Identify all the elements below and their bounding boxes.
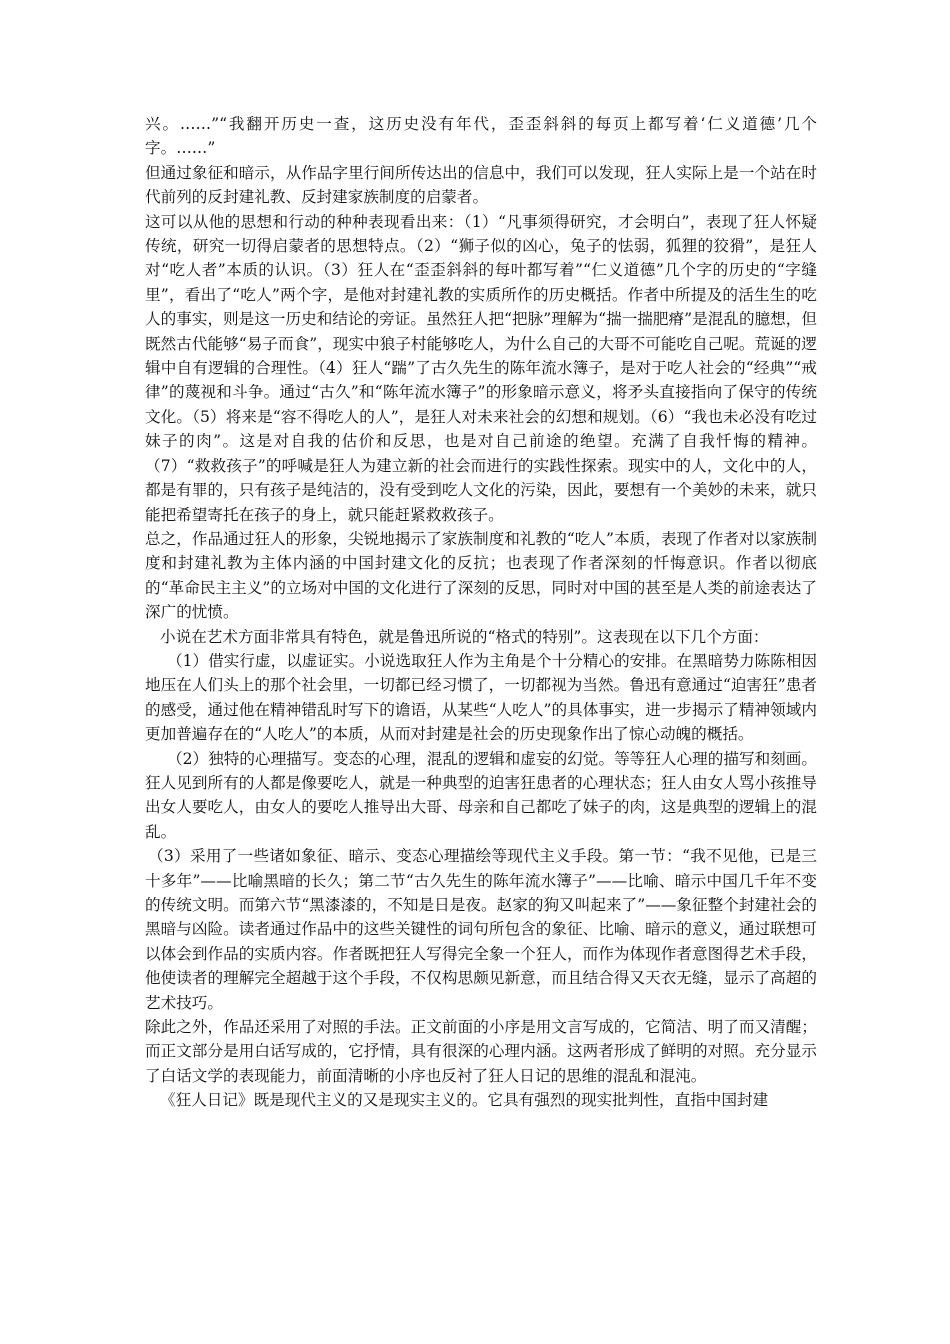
paragraph-enlightener-thesis: 但通过象征和暗示，从作品字里行间所传达出的信息中，我们可以发现，狂人实际上是一个站在时代前列的反封建礼教、反封建家族制度的启蒙者。 bbox=[145, 163, 817, 207]
paragraph-point-3: （3）采用了一些诸如象征、暗示、变态心理描绘等现代主义手段。第一节：“我不见他，已是三十多年”——比喻黑暗的长久；第二节“古久先生的陈年流水簿子”——比喻、暗示中国几千年不变的传统文明。而第六节“黑漆漆的，不知是日是夜。赵家的狗又叫起来了”——象征整个封建社会的黑暗与凶险。读者通过作品中的这些关键性的词句所包含的象征、比喻、暗示的意义，通过联想可以体会到作品的实质内容。作者既把狂人写得完全象一个狂人，而作为体现作者意图得艺术手段，他使读者的理解完全超越于这个手段，不仅构思颇见新意，而且结合得又天衣无缝，显示了高超的艺术技巧。 bbox=[145, 847, 817, 1012]
document-body bbox=[145, 112, 817, 1113]
paragraph-seven-points: 这可以从他的思想和行动的种种表现看出来：（1）“凡事须得研究，才会明白”，表现了狂人怀疑传统，研究一切得启蒙者的思想特点。（2）“狮子似的凶心，兔子的怯弱，狐狸的狡猾”，是狂人对“吃人者”本质的认识。（3）狂人在“歪歪斜斜的每叶都写着”“仁义道德”几个字的历史的“字缝里”，看出了“吃人”两个字，是他对封建礼教的实质所作的历史概括。作者中所提及的活生生的吃人的事实，则是这一历史和结论的旁证。虽然狂人把“把脉”理解为“揣一揣肥瘠”是混乱的臆想，但既然古代能够“易子而食”，现实中狼子村能够吃人，为什么自己的大哥不可能吃自己呢。荒诞的逻辑中自有逻辑的合理性。（4）狂人“踹”了古久先生的陈年流水簿子，是对于吃人社会的“经典”“戒律”的蔑视和斗争。通过“古久”和“陈年流水簿子”的形象暗示意义，将矛头直接指向了保守的传统文化。（5）将来是“容不得吃人的人”，是狂人对未来社会的幻想和规划。（6）“我也未必没有吃过妹子的肉”。这是对自我的估价和反思，也是对自己前途的绝望。充满了自我忏悔的精神。（7）“救救孩子”的呼喊是狂人为建立新的社会而进行的实践性探索。现实中的人，文化中的人，都是有罪的，只有孩子是纯洁的，没有受到吃人文化的污染，因此，要想有一个美妙的未来，就只能把希望寄托在孩子的身上，就只能赶紧救救孩子。 bbox=[145, 212, 817, 524]
paragraph-realism: 《狂人日记》既是现代主义的又是现实主义的。它具有强烈的现实批判性，直指中国封建 bbox=[160, 1091, 769, 1110]
paragraph-quote-continuation: 兴。……”“我翻开历史一查，这历史没有年代，歪歪斜斜的每页上都写着‘仁义道德’几个字。……” bbox=[145, 115, 817, 158]
paragraph-point-2: （2）独特的心理描写。变态的心理，混乱的逻辑和虚妄的幻觉。等等狂人心理的描写和刻画。狂人见到所有的人都是像要吃人，就是一种典型的迫害狂患者的心理状态；狂人由女人骂小孩推导出女人要吃人，由女人的要吃人推导出大哥、母亲和自己都吃了妹子的肉，这是典型的逻辑上的混乱。 bbox=[145, 749, 817, 841]
paragraph-point-1: （1）借实行虚，以虚证实。小说选取狂人作为主角是个十分精心的安排。在黑暗势力陈陈相因地压在人们头上的那个社会里，一切都已经习惯了，一切都视为当然。鲁迅有意通过“迫害狂”患者的感受，通过他在精神错乱时写下的谵语，从某些“人吃人”的具体事实，进一步揭示了精神领域内更加普遍存在的“人吃人”的本质，从而对封建是社会的历史现象作出了惊心动魄的概括。 bbox=[145, 651, 817, 744]
paragraph-artistic-intro: 小说在艺术方面非常具有特色，就是鲁迅所说的“格式的特别”。这表现在以下几个方面： bbox=[160, 627, 769, 646]
paragraph-contrast: 除此之外，作品还采用了对照的手法。正文前面的小序是用文言写成的，它简洁、明了而又清醒；而正文部分是用白话写成的，它抒情，具有很深的心理内涵。这两者形成了鲜明的对照。充分显示了白话文学的表现能力，前面清晰的小序也反衬了狂人日记的思维的混乱和混沌。 bbox=[145, 1018, 817, 1085]
paragraph-conclusion: 总之，作品通过狂人的形象，尖锐地揭示了家族制度和礼教的“吃人”本质，表现了作者对以家族制度和封建礼教为主体内涵的中国封建文化的反抗；也表现了作者深刻的忏悔意识。作者以彻底的“革命民主主义”的立场对中国的文化进行了深刻的反思，同时对中国的甚至是人类的前途表达了深广的忧愤。 bbox=[145, 529, 817, 622]
